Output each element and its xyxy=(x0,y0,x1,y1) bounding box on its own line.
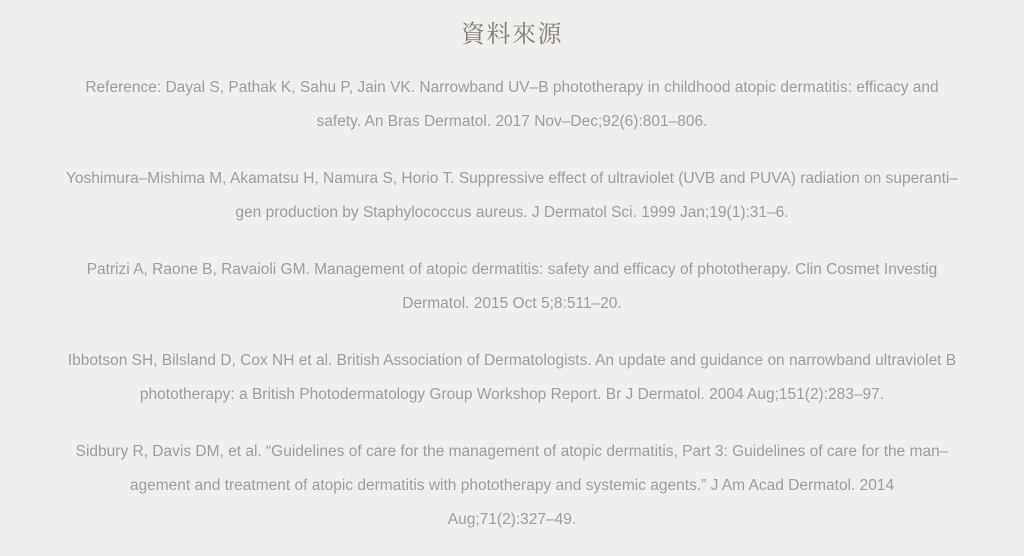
reference-line: safety. An Bras Dermatol. 2017 Nov–Dec;92(6):801–806. xyxy=(316,113,708,130)
reference-line: gen production by Staphylococcus aureus. J Dermatol Sci. 1999 Jan;19(1):31–6. xyxy=(235,204,789,221)
reference-line: Dermatol. 2015 Oct 5;8:511–20. xyxy=(402,295,622,312)
page-title: 資料來源 xyxy=(461,21,563,48)
reference-line: Yoshimura–Mishima M, Akamatsu H, Namura S, Horio T. Suppressive effect of ultraviolet (UVB and PUVA) radiation on superanti– xyxy=(66,170,958,187)
reference-item xyxy=(40,344,984,412)
reference-line: Reference: Dayal S, Pathak K, Sahu P, Jain VK. Narrowband UV–B phototherapy in childhood atopic dermatitis: efficacy and xyxy=(85,79,939,96)
reference-item xyxy=(40,435,984,537)
reference-list xyxy=(40,71,984,537)
reference-item xyxy=(40,253,984,321)
reference-line: Aug;71(2):327–49. xyxy=(447,511,577,528)
reference-line: Patrizi A, Raone B, Ravaioli GM. Management of atopic dermatitis: safety and efficacy of phototherapy. Clin Cosmet Investig xyxy=(86,261,938,278)
reference-item xyxy=(40,162,984,230)
reference-line: phototherapy: a British Photodermatology Group Workshop Report. Br J Dermatol. 2004 Aug;151(2):283–97. xyxy=(139,386,885,403)
reference-item xyxy=(40,71,984,139)
reference-line: Ibbotson SH, Bilsland D, Cox NH et al. British Association of Dermatologists. An update and guidance on narrowband ultraviolet B xyxy=(67,352,957,369)
reference-line: agement and treatment of atopic dermatitis with phototherapy and systemic agents.” J Am Acad Dermatol. 2014 xyxy=(129,477,895,494)
reference-line: Sidbury R, Davis DM, et al. “Guidelines of care for the management of atopic dermatitis, Part 3: Guidelines of care for the man– xyxy=(75,443,949,460)
